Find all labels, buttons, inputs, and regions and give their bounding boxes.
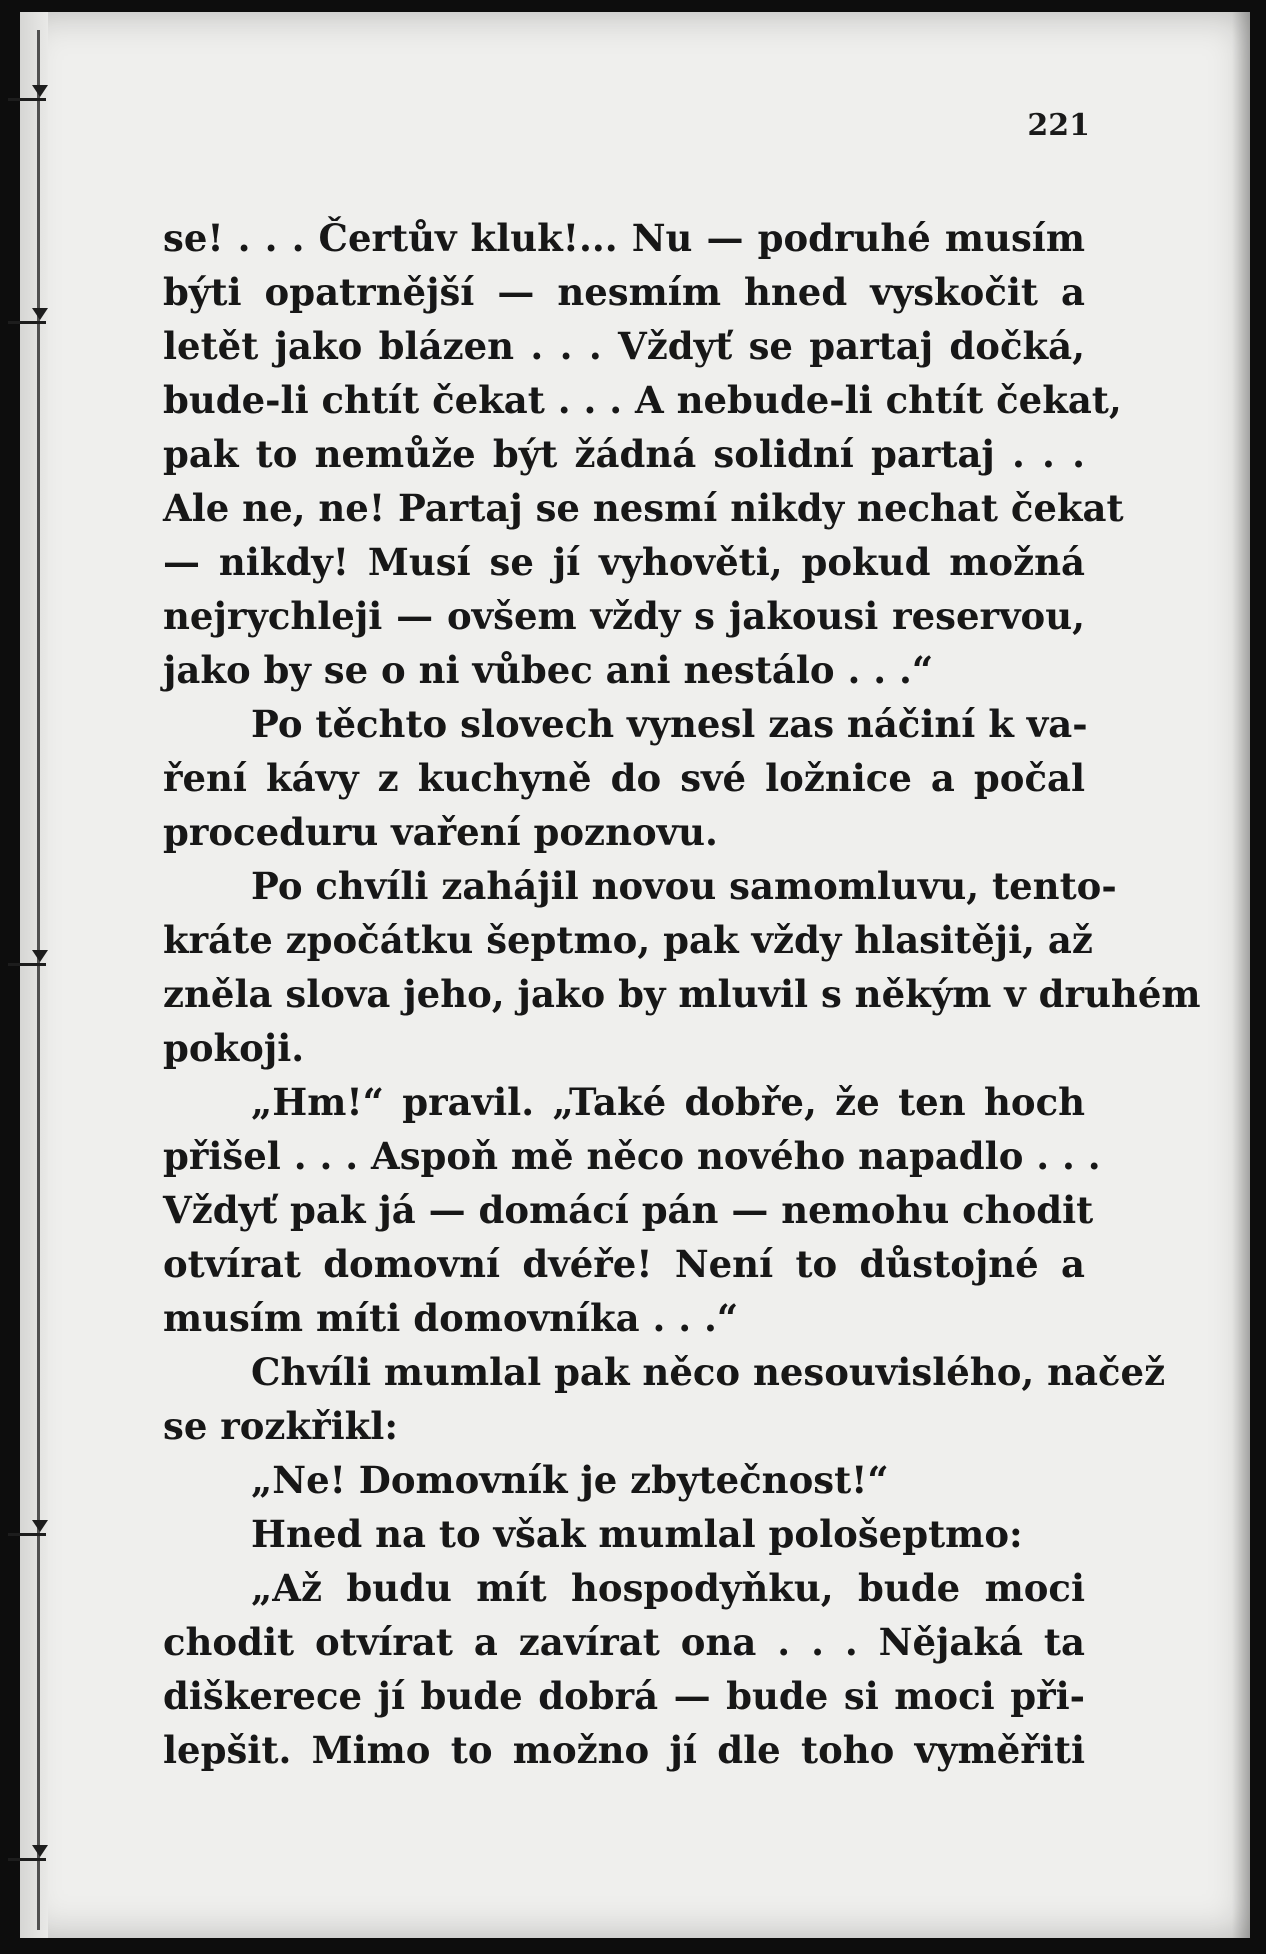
text-line: jako by se o ni vůbec ani nestálo . . .“ <box>163 648 934 692</box>
text-line: Chvíli mumlal pak něco nesouvislého, načež <box>251 1350 1166 1394</box>
text-line: pak to nemůže být žádná solidní partaj . . . <box>163 432 1085 476</box>
text-line: Po těchto slovech vynesl zas náčiní k va- <box>251 702 1088 746</box>
text-line: přišel . . . Aspoň mě něco nového napadlo . . . <box>163 1134 1101 1178</box>
text-line: „Ne! Domovník je zbytečnost!“ <box>251 1458 889 1502</box>
text-line: býti opatrnější — nesmím hned vyskočit a <box>163 270 1085 314</box>
text-line: „Až budu mít hospodyňku, bude moci <box>251 1566 1085 1610</box>
binding-mark-icon <box>8 1530 46 1540</box>
page-fold-shadow <box>1232 12 1250 1938</box>
text-line: kráte zpočátku šeptmo, pak vždy hlasitěji, až <box>163 918 1093 962</box>
text-line: musím míti domovníka . . .“ <box>163 1296 739 1340</box>
text-line: lepšit. Mimo to možno jí dle toho vyměřiti <box>163 1728 1085 1772</box>
text-line: nejrychleji — ovšem vždy s jakousi reservou, <box>163 594 1085 638</box>
text-line: pokoji. <box>163 1026 305 1070</box>
text-line: letět jako blázen . . . Vždyť se partaj dočká, <box>163 324 1085 368</box>
text-line: ření kávy z kuchyně do své ložnice a počal <box>163 756 1085 800</box>
text-line: Hned na to však mumlal pološeptmo: <box>251 1512 1023 1556</box>
text-line: bude-li chtít čekat . . . A nebude-li chtít čekat, <box>163 378 1122 422</box>
binding-mark-icon <box>8 318 46 328</box>
text-line: Vždyť pak já — domácí pán — nemohu chodit <box>163 1188 1094 1232</box>
binding-mark-icon <box>8 1855 46 1865</box>
text-line: Ale ne, ne! Partaj se nesmí nikdy nechat čekat <box>163 486 1124 530</box>
text-line: zněla slova jeho, jako by mluvil s někým v druhém <box>163 972 1201 1016</box>
binding-mark-icon <box>8 95 46 105</box>
body-text <box>163 211 1201 1777</box>
page-number: 221 <box>1027 108 1090 143</box>
text-line: se rozkřikl: <box>163 1404 398 1448</box>
text-line: diškerece jí bude dobrá — bude si moci při- <box>163 1674 1085 1718</box>
binding-mark-icon <box>8 960 46 970</box>
text-line: — nikdy! Musí se jí vyhověti, pokud možná <box>163 540 1085 584</box>
text-line: Po chvíli zahájil novou samomluvu, tento- <box>251 864 1117 908</box>
text-line: chodit otvírat a zavírat ona . . . Nějaká ta <box>163 1620 1085 1664</box>
page-binding-edge <box>20 12 48 1938</box>
text-line: proceduru vaření poznovu. <box>163 810 718 854</box>
text-line: „Hm!“ pravil. „Také dobře, že ten hoch <box>251 1080 1085 1124</box>
text-line: otvírat domovní dvéře! Není to důstojné a <box>163 1242 1085 1286</box>
text-line: se! . . . Čertův kluk!... Nu — podruhé musím <box>163 216 1085 260</box>
